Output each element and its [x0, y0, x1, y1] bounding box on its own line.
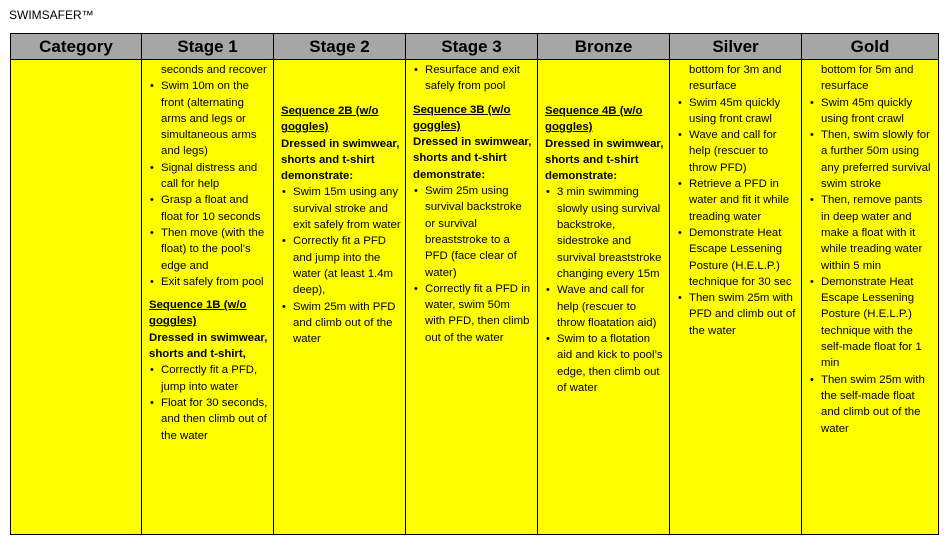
stage-2-list [281, 184, 401, 347]
gold-continued-text: bottom for 5m and resurface [821, 64, 914, 93]
sequence-3b-description: Dressed in swimwear, shorts and t-shirt demonstrate: [413, 136, 532, 181]
header-stage-1: Stage 1 [142, 34, 274, 60]
sequence-3b-title: Sequence 3B (w/o goggles) [413, 103, 511, 132]
category-cell [11, 60, 142, 535]
list-item: • Demonstrate Heat Escape Lessening Posture (H.E.L.P.) technique with the self-made float for 1 min [821, 274, 934, 372]
list-item: • Float for 30 seconds, and then climb out of the water [161, 395, 269, 444]
stage-1-cell [142, 60, 274, 535]
list-item: • Swim to a flotation aid and kick to pool’s edge, then climb out of water [557, 331, 665, 396]
list-item: • Swim 15m using any survival stroke and exit safely from water [293, 184, 401, 233]
list-item: • Wave and call for help (rescuer to throw PFD) [689, 127, 797, 176]
gold-list [809, 95, 934, 437]
stage-1-list [149, 78, 269, 290]
list-item: • Swim 10m on the front (alternating arms and legs or simultaneous arms and legs) [161, 78, 269, 159]
list-item: • Correctly fit a PFD in water, swim 50m with PFD, then climb out of the water [425, 281, 533, 346]
header-gold: Gold [802, 34, 939, 60]
list-item: • Wave and call for help (rescuer to throw floatation aid) [557, 282, 665, 331]
list-item: • 3 min swimming slowly using survival backstroke, sidestroke and survival breaststroke changing every 15m [557, 184, 665, 282]
list-item: • Signal distress and call for help [161, 160, 269, 193]
list-item: • Resurface and exit safely from pool [425, 62, 533, 95]
list-item: • Swim 25m with PFD and climb out of the water [293, 299, 401, 348]
stage-3-top-list [413, 62, 533, 95]
list-item: • Then, remove pants in deep water and make a float with it while treading water within 5 min [821, 192, 934, 273]
header-category: Category [11, 34, 142, 60]
header-stage-2: Stage 2 [274, 34, 406, 60]
list-item: • Swim 45m quickly using front crawl [821, 95, 934, 128]
stage-3-cell [406, 60, 538, 535]
sequence-4b-description: Dressed in swimwear, shorts and t-shirt demonstrate: [545, 137, 664, 183]
sequence-2b-description: Dressed in swimwear, shorts and t-shirt demonstrate: [281, 137, 400, 183]
silver-continued-text: bottom for 3m and resurface [689, 64, 782, 93]
sequence-4b-title: Sequence 4B (w/o goggles) [545, 105, 643, 134]
sequence-1b-title: Sequence 1B (w/o goggles) [149, 299, 247, 328]
list-item: • Then swim 25m with PFD and climb out of the water [689, 290, 797, 339]
header-bronze: Bronze [538, 34, 670, 60]
gold-cell [802, 60, 939, 535]
list-item: • Then swim 25m with the self-made float and climb out of the water [821, 372, 934, 437]
silver-list [677, 95, 797, 339]
list-item: • Swim 25m using survival backstroke or survival breaststroke to a PFD (face clear of water) [425, 183, 533, 281]
list-item: • Swim 45m quickly using front crawl [689, 95, 797, 128]
list-item: • Then move (with the float) to the pool’s edge and [161, 225, 269, 274]
list-item: • Then, swim slowly for a further 50m using any preferred survival swim stroke [821, 127, 934, 192]
content-row [11, 60, 939, 535]
sequence-1b-description: Dressed in swimwear, shorts and t-shirt, [149, 331, 268, 361]
list-item: • Exit safely from pool [161, 274, 269, 290]
silver-cell [670, 60, 802, 535]
document-title: SWIMSAFER™ [9, 8, 94, 22]
swimsafer-stages-table [10, 33, 939, 535]
stage-2-cell [274, 60, 406, 535]
header-stage-3: Stage 3 [406, 34, 538, 60]
sequence-1b-list [149, 362, 269, 443]
list-item: • Retrieve a PFD in water and fit it while treading water [689, 176, 797, 225]
list-item: • Correctly fit a PFD and jump into the water (at least 1.4m deep), [293, 233, 401, 298]
list-item: • Demonstrate Heat Escape Lessening Posture (H.E.L.P.) technique for 30 sec [689, 225, 797, 290]
list-item: • Correctly fit a PFD, jump into water [161, 362, 269, 395]
header-silver: Silver [670, 34, 802, 60]
bronze-list [545, 184, 665, 396]
stage-3-list [413, 183, 533, 346]
list-item: • Grasp a float and float for 10 seconds [161, 192, 269, 225]
bronze-cell [538, 60, 670, 535]
sequence-2b-title: Sequence 2B (w/o goggles) [281, 105, 379, 134]
header-row [11, 34, 939, 60]
stage-1-continued-text: seconds and recover [161, 64, 267, 76]
